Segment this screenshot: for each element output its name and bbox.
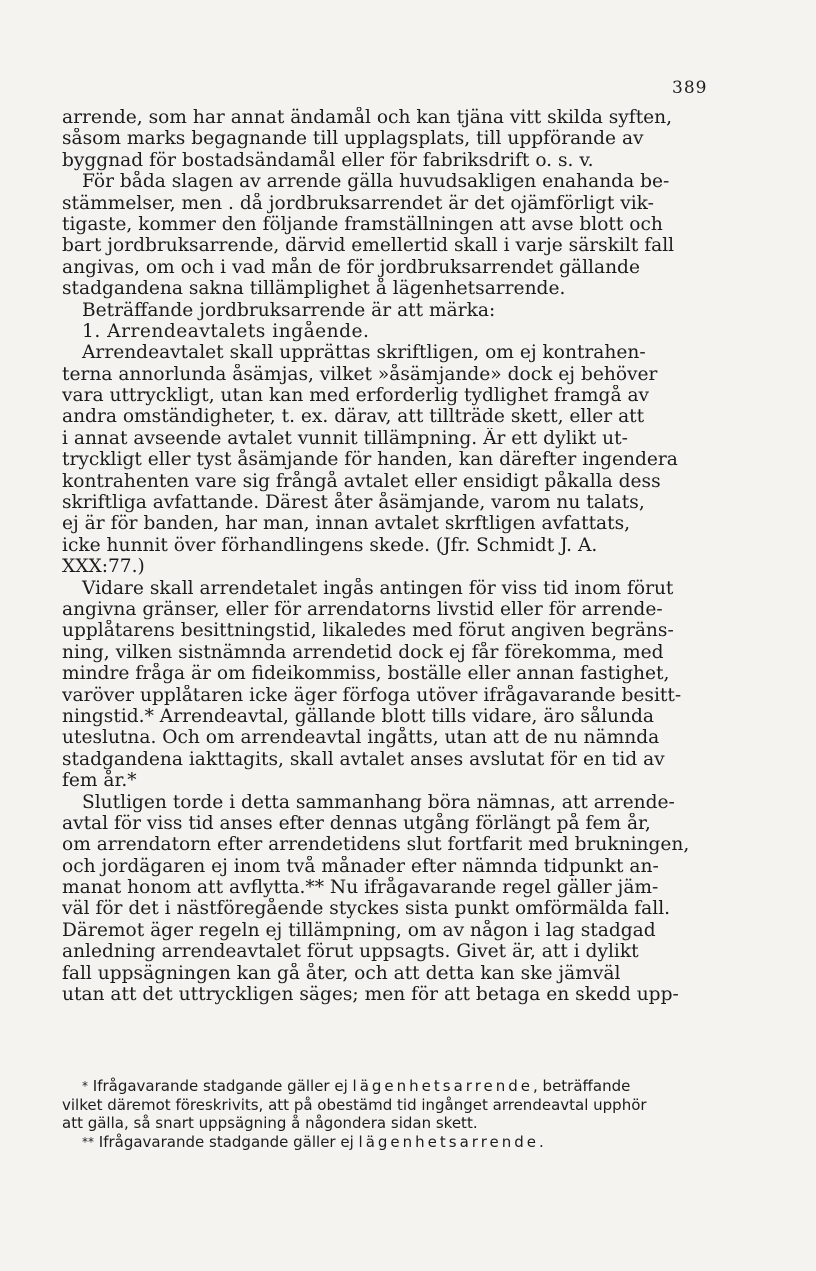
footnote-text: Ifrågavarande stadgande gäller ej [92, 1077, 353, 1095]
text-line-9: stadgandena sakna tillämplighet å lägenhetsarrende. [62, 278, 566, 300]
text-line-38: väl för det i nästföregående styckes sista punkt omförmälda fall. [62, 898, 671, 920]
text-line-3: byggnad för bostadsändamål eller för fabriksdrift o. s. v. [62, 149, 594, 171]
text-line-31: stadgandena iakttagits, skall avtalet anses avslutat för en tid av [62, 748, 665, 770]
footnote-2 [62, 1133, 702, 1152]
text-line-16: i annat avseende avtalet vunnit tillämpning. Är ett dylikt ut- [62, 427, 628, 449]
text-line-20: ej är för banden, har man, innan avtalet skrftligen avfattats, [62, 513, 631, 535]
text-line-1: arrende, som har annat ändamål och kan tjäna vitt skilda syften, [62, 107, 673, 128]
text-line-13: terna annorlunda åsämjas, vilket »åsämjande» dock ej behöver [62, 363, 658, 385]
footnotes [62, 1077, 702, 1151]
footnote-text: Ifrågavarande stadgande gäller ej [98, 1132, 359, 1151]
text-line-36: och jordägaren ej inom två månader efter nämnda tidpunkt an- [62, 855, 659, 877]
footnote-marker: * [82, 1079, 88, 1093]
footnote-emphasis: lägenhetsarrende [358, 1132, 540, 1151]
text-line-39: Däremot äger regeln ej tillämpning, om av någon i lag stadgad [62, 919, 656, 941]
text-line-5: stämmelser, men . då jordbruksarrendet är det ojämförligt vik- [62, 192, 654, 214]
text-line-7: bart jordbruksarrende, därvid emellertid skall i varje särskilt fall [62, 235, 675, 257]
footnote-1 [62, 1077, 702, 1096]
text-line-14: vara uttryckligt, utan kan med erforderlig tydlighet framgå av [62, 385, 650, 407]
body-text [62, 107, 698, 1005]
text-line-29: ningstid.* Arrendeavtal, gällande blott tills vidare, äro sålunda [62, 705, 654, 727]
text-line-42: utan att det uttryckligen säges; men för att betaga en skedd upp- [62, 984, 679, 1006]
text-line-8: angivas, om och i vad mån de för jordbruksarrendet gällande [62, 256, 640, 278]
text-line-19: skriftliga avfattande. Därest åter åsämjande, varom nu talats, [62, 492, 645, 514]
text-line-24: angivna gränser, eller för arrendatorns livstid eller för arrende- [62, 598, 663, 620]
text-line-30: uteslutna. Och om arrendeavtal ingåtts, utan att de nu nämnda [62, 727, 660, 749]
footnote-text: . [539, 1132, 544, 1151]
text-line-32: fem år.* [62, 770, 137, 792]
text-line-2: såsom marks begagnande till upplagsplats, till uppförande av [62, 128, 644, 150]
text-line-18: kontrahenten vare sig frångå avtalet eller ensidigt påkalla dess [62, 470, 661, 492]
text-line-37: manat honom att avflytta.** Nu ifrågavarande regel gäller jäm- [62, 877, 659, 899]
footnote-1-cont: att gälla, så snart uppsägning å någondera sidan skett. [62, 1114, 478, 1133]
text-line-35: om arrendatorn efter arrendetidens slut fortfarit med brukningen, [62, 834, 690, 856]
text-line-28: varöver upplåtaren icke äger förfoga utöver ifrågavarande besitt- [62, 684, 682, 706]
text-line-10: Beträffande jordbruksarrende är att märka: [82, 299, 496, 321]
text-line-6: tigaste, kommer den följande framställningen att avse blott och [62, 213, 663, 235]
text-line-27: mindre fråga är om fideikommiss, boställe eller annan fastighet, [62, 663, 670, 685]
text-line-21: icke hunnit över förhandlingens skede. (Jfr. Schmidt J. A. [62, 534, 598, 556]
footnote-emphasis: lägenhetsarrende [352, 1077, 534, 1095]
text-line-33: Slutligen torde i detta sammanhang böra nämnas, att arrende- [82, 791, 675, 813]
page-number: 389 [672, 78, 708, 98]
text-line-26: ning, vilken sistnämnda arrendetid dock ej får förekomma, med [62, 641, 664, 663]
text-line-25: upplåtarens besittningstid, likaledes med förut angiven begräns- [62, 620, 674, 642]
text-line-23: Vidare skall arrendetalet ingås antingen för viss tid inom förut [82, 577, 674, 599]
text-line-17: tryckligt eller tyst åsämjande för handen, kan därefter ingendera [62, 449, 678, 471]
text-line-4: För båda slagen av arrende gälla huvudsakligen enahanda be- [82, 171, 670, 193]
text-line-40: anledning arrendeavtalet förut uppsagts. Givet är, att i dylikt [62, 941, 639, 963]
text-line-34: avtal för viss tid anses efter dennas utgång förlängt på fem år, [62, 812, 651, 834]
text-line-15: andra omständigheter, t. ex. därav, att tillträde skett, eller att [62, 406, 645, 428]
text-line-12: Arrendeavtalet skall upprättas skriftligen, om ej kontrahen- [82, 342, 646, 364]
footnote-marker: ** [82, 1134, 94, 1149]
text-line-22: XXX:77.) [62, 556, 145, 578]
text-line-41: fall uppsägningen kan gå åter, och att detta kan ske jämväl [62, 962, 621, 984]
footnote-1-cont: vilket däremot föreskrivits, att på obestämd tid ingånget arrendeavtal upphör [62, 1095, 647, 1114]
footnote-text: , beträffande [533, 1077, 631, 1095]
section-heading: 1. Arrendeavtalets ingående. [82, 320, 370, 342]
